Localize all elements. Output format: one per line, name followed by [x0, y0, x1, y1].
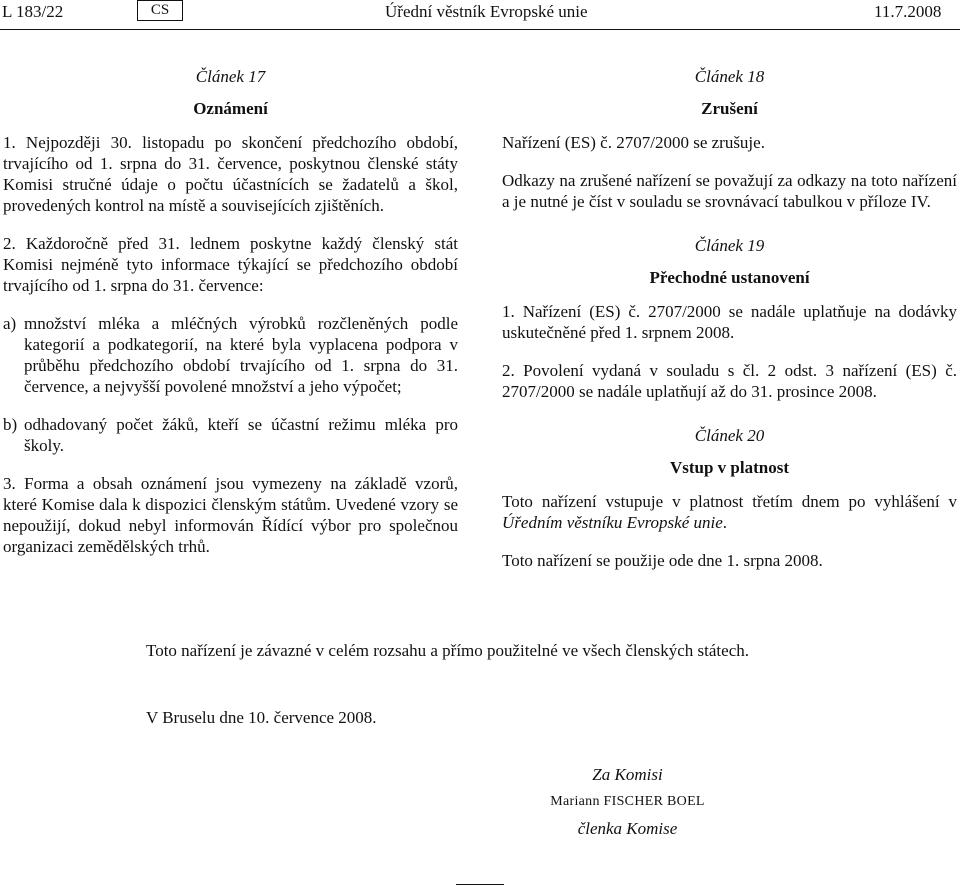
- article-18-para-1: Nařízení (ES) č. 2707/2000 se zrušuje.: [502, 133, 765, 152]
- article-20-para-1-end: .: [722, 513, 728, 532]
- list-item-a-text: množství mléka a mléčných výrobků rozčleněných podle kategorií a podkategorií, na které byla vyplacena podpora v průběhu předchozího období trvajícího od 1. srpna do 31. července, a nejvyšší povolené množství a jeho výpočet;: [24, 314, 458, 396]
- article-20-number: Článek 20: [694, 426, 765, 445]
- signatory-role: členka Komise: [577, 819, 678, 838]
- page-header: [0, 0, 960, 26]
- article-19-para-2: 2. Povolení vydaná v souladu s čl. 2 odst. 3 nařízení (ES) č. 2707/2000 se nadále uplatňují až do 31. prosince 2008.: [502, 361, 957, 401]
- article-18-number: Článek 18: [694, 67, 765, 86]
- article-17-title: Oznámení: [193, 99, 268, 118]
- signature-for: Za Komisi: [592, 765, 663, 784]
- article-20-para-2: Toto nařízení se použije ode dne 1. srpna 2008.: [502, 551, 823, 570]
- article-17-para-2: 2. Každoročně před 31. lednem poskytne každý členský stát Komisi nejméně tyto informace týkající se předchozího období trvajícího od 1. srpna do 31. července:: [3, 234, 458, 295]
- language-badge: CS: [137, 0, 183, 21]
- issue-date: 11.7.2008: [874, 2, 942, 21]
- article-20-para-1-text: Toto nařízení vstupuje v platnost třetím dnem po vyhlášení v: [502, 492, 957, 511]
- article-19-title: Přechodné ustanovení: [649, 268, 810, 287]
- binding-clause: Toto nařízení je závazné v celém rozsahu a přímo použitelné ve všech členských státech.: [146, 641, 749, 660]
- article-19-number: Článek 19: [694, 236, 765, 255]
- header-rule: [0, 29, 960, 30]
- article-20-title: Vstup v platnost: [669, 458, 790, 477]
- article-20-para-1: [502, 491, 957, 533]
- page-ref: L 183/22: [2, 2, 64, 21]
- signature-block: [500, 765, 755, 848]
- journal-title: Úřední věstník Evropské unie: [385, 2, 588, 21]
- article-17-number: Článek 17: [195, 67, 266, 86]
- list-item-b-label: b): [3, 415, 18, 434]
- article-18-para-2: Odkazy na zrušené nařízení se považují za odkazy na toto nařízení a je nutné je číst v souladu se srovnávací tabulkou v příloze IV.: [502, 171, 957, 211]
- list-item-b: [3, 414, 458, 456]
- article-18-title: Zrušení: [701, 99, 758, 118]
- right-column: [502, 66, 957, 588]
- article-17-para-1: 1. Nejpozději 30. listopadu po skončení předchozího období, trvajícího od 1. srpna do 31. července, poskytnou členské státy Komisi stručné údaje o počtu účastnících se žadatelů a škol, provedených kontrol na místě a souvisejících zjištěních.: [3, 133, 458, 215]
- signatory-name: Mariann FISCHER BOEL: [550, 794, 705, 809]
- journal-name-italic: Úředním věstníku Evropské unie: [502, 513, 723, 532]
- left-column: [3, 66, 458, 574]
- article-17-para-3: 3. Forma a obsah oznámení jsou vymezeny na základě vzorů, které Komise dala k dispozici členským státům. Uvedené vzory se nepoužijí, dokud nebyl informován Řídící výbor pro společnou organizaci zemědělských trhů.: [3, 474, 458, 556]
- list-item-b-text: odhadovaný počet žáků, kteří se účastní režimu mléka pro školy.: [24, 415, 458, 455]
- place-and-date: V Bruselu dne 10. července 2008.: [146, 708, 377, 727]
- footer-rule: [456, 884, 504, 885]
- list-item-a-label: a): [3, 314, 17, 333]
- list-item-a: [3, 313, 458, 397]
- article-19-para-1: 1. Nařízení (ES) č. 2707/2000 se nadále uplatňuje na dodávky uskutečněné před 1. srpnem 2008.: [502, 302, 957, 342]
